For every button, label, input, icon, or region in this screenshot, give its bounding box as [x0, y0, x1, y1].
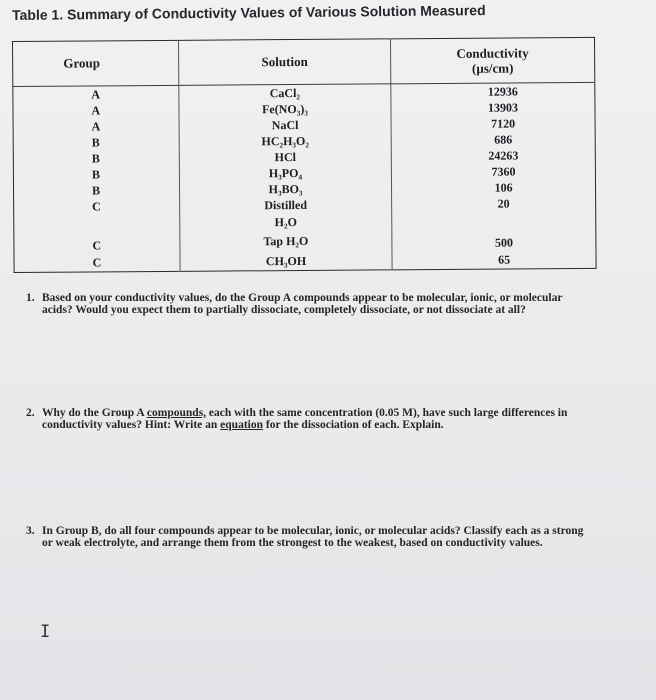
cell-group: A [13, 85, 179, 103]
question-number: 2. [26, 407, 35, 419]
cell-group: C [14, 199, 180, 216]
q2-text-part: for the dissociation of each. Explain. [263, 419, 444, 431]
cell-group: B [13, 167, 179, 184]
cell-group: A [13, 102, 179, 119]
header-conductivity [390, 37, 594, 83]
header-conductivity-label: Conductivity [456, 45, 529, 61]
cell-conductivity: 7120 [491, 116, 516, 131]
q2-underlined-equation: equation [220, 419, 263, 431]
conductivity-table [12, 37, 597, 273]
cell-conductivity: 12936 [487, 84, 518, 99]
cell-group: C [14, 254, 180, 272]
question-2 [26, 407, 586, 431]
cell-conductivity: 13903 [487, 100, 519, 115]
header-conductivity-unit: (µs/cm) [471, 60, 514, 76]
question-text: In Group B, do all four compounds appear to be molecular, ionic, or molecular acids? Classify each as a strong or weak electrolyte, and arrange them from the strongest to the weakest, based on conductivity values. [42, 525, 584, 549]
cell-solution: HCl [179, 149, 391, 167]
conductivity-table-container [12, 37, 596, 273]
q2-underlined-compounds: compounds, [146, 407, 207, 419]
cell-group: B [13, 183, 179, 200]
cell-conductivity: 7360 [491, 164, 516, 179]
cell-solution: Distilled [180, 197, 392, 215]
cell-solution: Tap H₂O [180, 229, 392, 254]
cell-group: B [13, 134, 179, 151]
cell-group: B [13, 150, 179, 167]
cell-conductivity [392, 212, 596, 230]
cell-solution: NaCl [179, 117, 391, 135]
cell-conductivity: 65 [497, 252, 511, 267]
cell-conductivity: 24263 [488, 148, 519, 163]
cell-group [14, 215, 180, 232]
question-3 [26, 525, 586, 549]
question-number: 1. [26, 292, 35, 304]
cell-solution: HC₂H₃O₂ [179, 133, 391, 151]
cell-conductivity: 106 [494, 180, 513, 195]
question-text [42, 407, 586, 431]
q2-text-part: Write an [171, 419, 221, 431]
header-solution: Solution [178, 39, 390, 85]
table-row [14, 252, 596, 273]
cell-solution: H₃PO₄ [179, 165, 391, 183]
question-number: 3. [26, 525, 35, 537]
cell-solution: Fe(NO₃)₃ [179, 101, 391, 119]
header-group: Group [13, 40, 179, 86]
cell-conductivity: 20 [497, 196, 510, 212]
table-header-row [13, 37, 595, 86]
cell-group: A [13, 118, 179, 135]
cell-solution: H₃BO₃ [179, 181, 391, 199]
text-cursor-icon: I [40, 622, 51, 642]
question-text: Based on your conductivity values, do the Group A compounds appear to be molecular, ionic, or molecular acids? Would you expect them to partially dissociate, completely dissociate, or not dissociate at all? [42, 292, 563, 316]
cell-group: C [14, 231, 180, 256]
cell-solution: H₂O [180, 213, 392, 231]
q2-hint-label: Hint: [144, 419, 172, 431]
cell-conductivity: 500 [494, 235, 513, 251]
cell-solution: CaCl₂ [179, 84, 391, 102]
question-1 [26, 292, 586, 316]
cell-conductivity: 686 [494, 132, 513, 147]
q2-text-part: Why do the Group A [42, 407, 147, 419]
table-title: Table 1. Summary of Conductivity Values of Various Solution Measured [12, 2, 486, 23]
q2-text-part: each with the same concentration (0.05 M), have such large differences in conductivity values? [42, 407, 568, 431]
cell-solution: CH₃OH [180, 253, 392, 271]
